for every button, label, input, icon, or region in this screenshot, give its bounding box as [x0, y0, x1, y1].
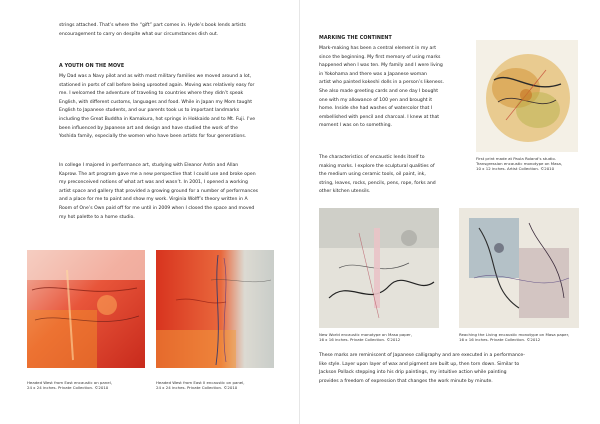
- caption-line: 16 x 16 inches. Private Collection. ©2012: [459, 337, 541, 343]
- text-line: including the Great Buddha in Kamakura, hot springs in Hokkaido and to Mt. Fuji. I’ve: [59, 116, 256, 122]
- text-line: Mark-making has been a central element in my art: [319, 46, 437, 51]
- caption-line: 24 x 24 inches. Private Collection. ©2010: [27, 385, 109, 391]
- caption-new-world: [319, 332, 449, 342]
- caption-line: Reaching the Living encaustic monotype on Masa paper,: [459, 332, 570, 337]
- text-line: Room of One’s Own paid off for me until in 2009 when I closed the space and moved: [59, 205, 255, 211]
- caption-line: Headed West from East II encaustic on panel,: [156, 380, 245, 385]
- artwork-reaching-the-living: [459, 208, 579, 328]
- text-line: embellished with pencil and charcoal. I knew at that: [319, 114, 440, 120]
- artwork-new-world: [319, 208, 439, 328]
- caption-line: First print made at Paula Roland’s studio.: [476, 156, 556, 161]
- text-line: encouragement to carry on despite what our circumstances dish out.: [59, 31, 219, 37]
- text-line: happened when I was ten. My family and I were living: [319, 63, 443, 69]
- right-page: [300, 0, 600, 424]
- text-line: stationed in ports of call before being uprooted again. Moving was relatively easy for: [59, 82, 255, 88]
- text-line: me. I welcomed the adventure of traveling to countries where they didn’t speak: [59, 91, 244, 97]
- text-line: provides a freedom of expression that changes the work minute by minute.: [319, 378, 493, 384]
- text-line: and a place for me to paint and show my work. Virginia Wolff’s theory written in A: [59, 197, 248, 203]
- caption-headed-west: [27, 380, 157, 390]
- text-line: Yoshida family, especially the women who have been artists for four generations.: [59, 134, 247, 140]
- section-heading-youth: A YOUTH ON THE MOVE: [59, 64, 125, 69]
- text-line: been influenced by Japanese art and design and have studied the work of the: [59, 125, 238, 131]
- intro-paragraph: [59, 22, 277, 39]
- text-line: artist who painted kokeshi dolls in a person’s likeness.: [319, 80, 444, 86]
- text-line: She also made greeting cards and one day I bought: [319, 88, 439, 94]
- text-line: English, with different customs, languages and food. While in Japan my Mom taught: [59, 99, 253, 105]
- text-line: The characteristics of encaustic lends itself to: [319, 155, 425, 160]
- text-line: since the beginning. My first memory of using marks: [319, 54, 441, 60]
- text-line: moment I was on to something.: [319, 123, 393, 129]
- text-line: artist space and gallery that provided a growing ground for a number of performances: [59, 188, 259, 194]
- marking-paragraph-1: [319, 45, 462, 131]
- text-line: Jackson Pollack stepping into his drip paintings, my intuitive action while painting: [319, 370, 507, 376]
- marking-paragraph-3: [319, 352, 581, 386]
- artwork-headed-west-from-east-ii: [156, 250, 274, 368]
- caption-line: Transgression encaustic monotype on Masa,: [476, 161, 563, 167]
- caption-line: Headed West from East encaustic on panel,: [27, 380, 112, 385]
- text-line: my hot palette to a home studio.: [59, 214, 135, 220]
- marking-paragraph-2: [319, 154, 462, 197]
- caption-transgression: [476, 156, 591, 172]
- caption-headed-west-ii: [156, 380, 286, 390]
- caption-line: 16 x 16 inches. Private Collection. ©2012: [319, 337, 401, 343]
- section-heading-marking: MARKING THE CONTINENT: [319, 36, 392, 41]
- caption-reaching-the-living: [459, 332, 594, 342]
- text-line: like style. Layer upon layer of wax and pigment are built up, then torn down. Similar to: [319, 361, 520, 367]
- text-line: the medium using ceramic tools, oil paint, ink,: [319, 172, 426, 178]
- text-line: English to Japanese students, and our parents took us to important landmarks: [59, 108, 240, 114]
- text-line: In college I majored in performance art, studying with Eleanor Antin and Allan: [59, 163, 239, 168]
- text-line: My Dad was a Navy pilot and as with most military families we moved around a lot,: [59, 74, 252, 79]
- text-line: one with my allowance of 100 yen and brought it: [319, 97, 433, 103]
- youth-paragraph-2: [59, 162, 277, 222]
- artwork-headed-west-from-east: [27, 250, 145, 368]
- caption-line: New World encaustic monotype on Masa paper,: [319, 332, 412, 337]
- text-line: my preconceived notions of what art was and wasn’t. In 2001, I opened a working: [59, 180, 248, 186]
- caption-line: 10 x 12 inches. Artist Collection. ©2010: [476, 166, 555, 172]
- text-line: string, leaves, rocks, pencils, pens, rope, forks and: [319, 180, 436, 186]
- text-line: other kitchen utensils.: [319, 189, 371, 195]
- text-line: in Yokohama and there was a Japanese woman: [319, 71, 427, 77]
- caption-line: 24 x 24 inches. Private Collection. ©2010: [156, 385, 238, 391]
- artwork-transgression: [476, 40, 578, 152]
- text-line: making marks. I explore the sculptural qualities of: [319, 163, 435, 169]
- text-line: home. Inside she had washes of watercolor that I: [319, 106, 433, 112]
- text-line: Kaprow. The art program gave me a new perspective that I could use and broke open: [59, 171, 256, 177]
- youth-paragraph-1: [59, 73, 277, 142]
- text-line: strings attached. That’s where the “gift” part comes in. Hyde’s book lends artists: [59, 23, 246, 28]
- text-line: These marks are reminiscent of Japanese calligraphy and are executed in a performance-: [319, 353, 525, 358]
